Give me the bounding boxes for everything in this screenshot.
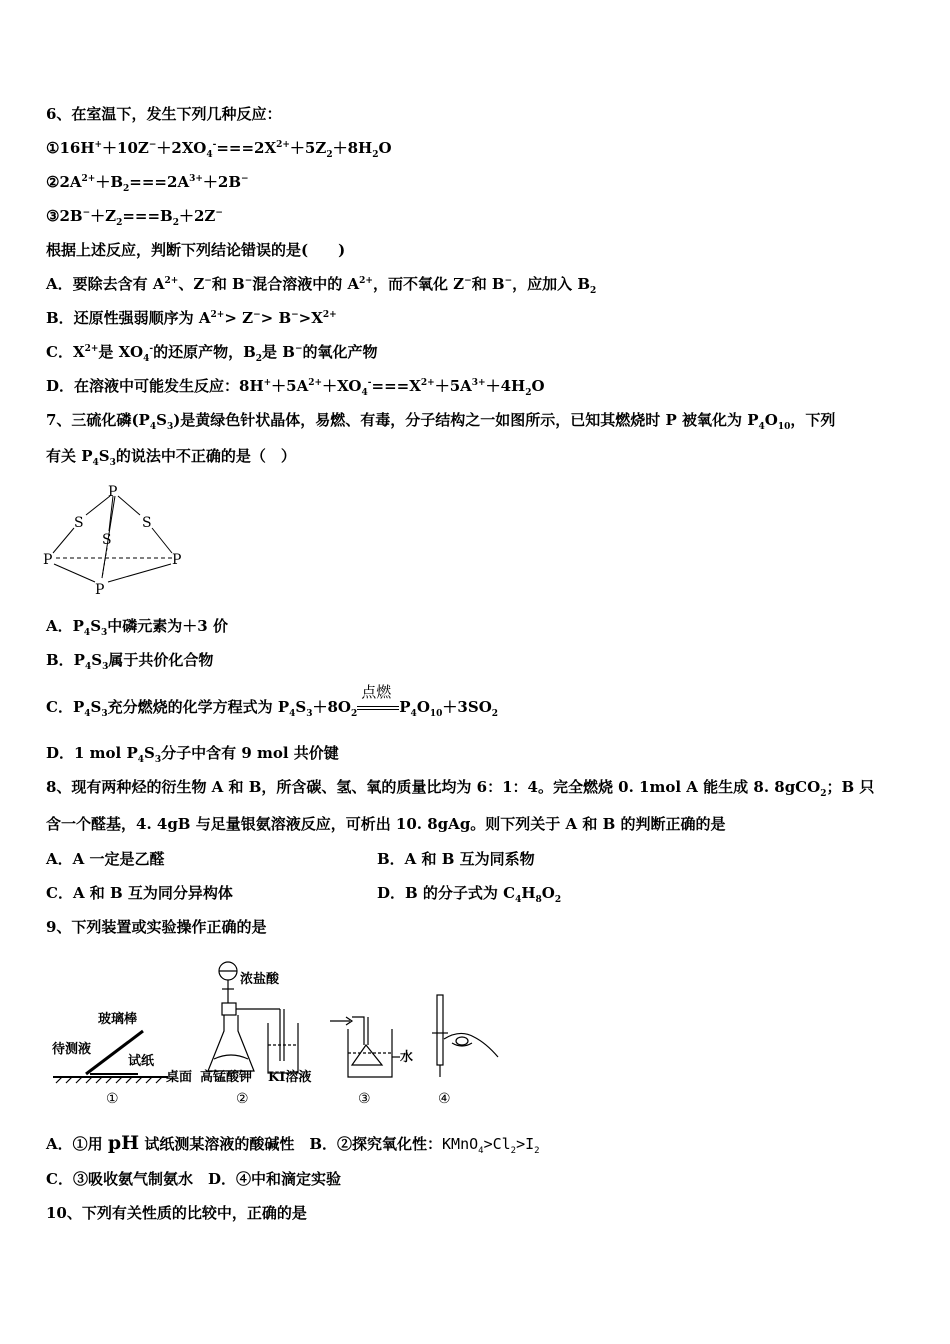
bond-p-left-p-bottom [54,564,95,582]
label-num-4: ④ [438,1091,451,1107]
q8-option-a: A．A 一定是乙醛 [46,850,165,868]
bond-p-top-s-right [118,496,140,515]
label-glass-rod: 玻璃棒 [98,1012,138,1027]
atom-p-right: P [172,552,182,568]
q6-stem: 6、在室温下，发生下列几种反应： [46,105,282,123]
p4s3-structure-figure [40,478,190,598]
bond-s-left-p-left [53,528,74,553]
q7-stem-line2: 有关 $P_4S_3$的说法中不正确的是（ ） [46,447,296,468]
atom-p-top: P [108,484,118,500]
q6-option-d: D．在溶液中可能发生反应：$8H^++5A^{2+}+XO_4^-===X^{2+}+5A^{3+}+4H_2O$ [46,377,545,398]
label-test-liquid: 待测液 [52,1042,92,1057]
bond-p-right-p-bottom [108,564,171,582]
q6-option-c: C．$X^{2+}$是 $XO_4^-$的还原产物，$B_2$是 B−的氧化产物 [46,343,378,364]
label-num-2: ② [236,1091,249,1107]
atom-p-left: P [43,552,53,568]
bond-p-top-s-left [86,496,110,515]
q8-stem-line1: 8、现有两种烃的衍生物 A 和 B，所含碳、氢、氧的质量比均为 6：1：4。完全燃烧 0. 1mol A 能生成 8. 8gCO$_2$；B 只 [46,778,875,799]
label-kmno4: 高锰酸钾 [200,1070,253,1085]
q6-reaction-3: $③2B^-+Z_2===B_2+2Z^-$ [46,207,223,228]
q8-option-d: D．B 的分子式为 $C_4H_8O_2$ [377,884,562,905]
label-num-1: ① [106,1091,119,1107]
atom-s-left: S [74,515,84,531]
apparatus-3-ammonia-absorption [330,1017,400,1077]
q7-option-b: B．$P_4S_3$属于共价化合物 [46,651,214,672]
q9-options-ab: A．①用 pH 试纸测某溶液的酸碱性 B．②探究氧化性：$KMnO_4>Cl_2>I_2$ [46,1132,540,1156]
label-num-3: ③ [358,1091,371,1107]
q9-stem: 9、下列装置或实验操作正确的是 [46,918,267,936]
q7-stem-line1: 7、三硫化磷$(P_4S_3)$是黄绿色针状晶体，易燃、有毒，分子结构之一如图所示，已知其燃烧时 P 被氧化为 $P_4O_{10}$，下列 [46,411,836,432]
apparatus-4-titration [432,995,498,1077]
q6-reaction-2: $②2A^{2+}+B_2===2A^{3+}+2B^-$ [46,173,249,194]
q6-option-a: A．要除去含有 $A^{2+}$、Z−和 B−混合溶液中的 $A^{2+}$，而不氧化 Z−和 B−，应加入 $B_2$ [46,275,597,296]
q8-stem-line2: 含一个醛基，4. 4gB 与足量银氨溶液反应，可析出 10. 8gAg。则下列关于 A 和 B 的判断正确的是 [46,815,726,833]
q6-reaction-1: $①16H^++10Z^-+2XO_4^-===2X^{2+}+5Z_2+8H_2O$ [46,139,392,160]
bond-s-right-p-right [152,528,172,553]
q10-stem: 10、下列有关性质的比较中，正确的是 [46,1204,307,1222]
label-desk: 桌面 [166,1070,193,1085]
label-ki-solution: KI溶液 [268,1070,312,1085]
atom-p-bottom: P [95,582,105,598]
q9-apparatus-figure [48,953,508,1111]
q6-question: 根据上述反应，判断下列结论错误的是( ) [46,241,346,259]
label-test-paper: 试纸 [128,1054,155,1069]
q8-option-c: C．A 和 B 互为同分异构体 [46,884,233,902]
q8-option-b: B．A 和 B 互为同系物 [377,850,535,868]
q6-option-b: B．还原性强弱顺序为 $A^{2+}> Z^-> B^->X^{2+}$ [46,309,337,327]
label-conc-hcl: 浓盐酸 [240,972,280,987]
label-water: 水 [400,1050,414,1065]
q7-option-c: C．$P_4S_3$充分燃烧的化学方程式为 $P_4S_3+8O_2$ 点燃 $P_4O_{10}+3SO_2$ [46,683,499,719]
q9-options-cd: C．③吸收氨气制氨水 D．④中和滴定实验 [46,1170,341,1188]
atom-s-right: S [142,515,152,531]
q7-option-d: D．1 mol $P_4S_3$分子中含有 9 mol 共价键 [46,744,339,765]
atom-s-mid: S [102,532,112,548]
q7-option-a: A．$P_4S_3$中磷元素为＋3 价 [46,617,228,638]
ignition-condition-arrow: 点燃 [357,698,399,718]
